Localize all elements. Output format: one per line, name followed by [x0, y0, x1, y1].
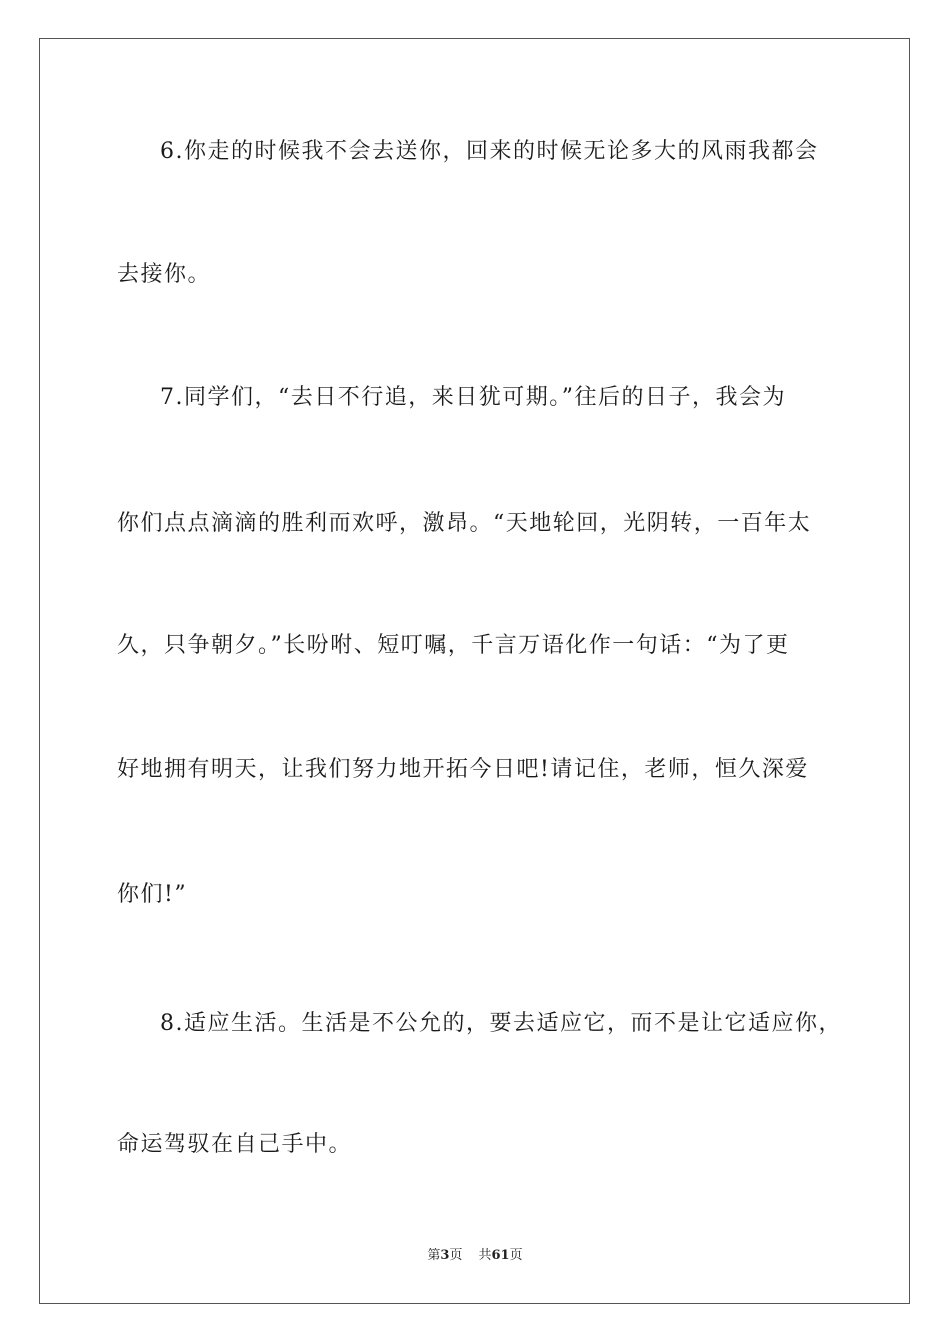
text-line: 你们!” [117, 882, 188, 907]
text-line: 8.适应生活。生活是不公允的，要去适应它，而不是让它适应你， [160, 1011, 842, 1036]
text-line: 去接你。 [117, 262, 212, 287]
page-suffix: 页 [449, 1248, 463, 1263]
page-prefix: 第 [427, 1248, 441, 1263]
text-line: 命运驾驭在自己手中。 [117, 1132, 353, 1157]
total-suffix: 页 [509, 1248, 523, 1263]
text-line: 久，只争朝夕。”长吩咐、短叮嘱，千言万语化作一句话：“为了更 [117, 633, 790, 658]
page-footer [0, 1246, 950, 1266]
page-number: 3 [440, 1248, 450, 1263]
total-pages: 61 [491, 1248, 510, 1263]
page-border [39, 38, 910, 1304]
text-line: 7.同学们，“去日不行追，来日犹可期。”往后的日子，我会为 [160, 385, 786, 410]
total-prefix: 共 [478, 1248, 492, 1263]
text-line: 6.你走的时候我不会去送你，回来的时候无论多大的风雨我都会 [160, 139, 819, 164]
text-line: 你们点点滴滴的胜利而欢呼，激昂。“天地轮回，光阴转，一百年太 [117, 511, 812, 536]
text-line: 好地拥有明天，让我们努力地开拓今日吧!请记住，老师，恒久深爱 [117, 757, 809, 782]
